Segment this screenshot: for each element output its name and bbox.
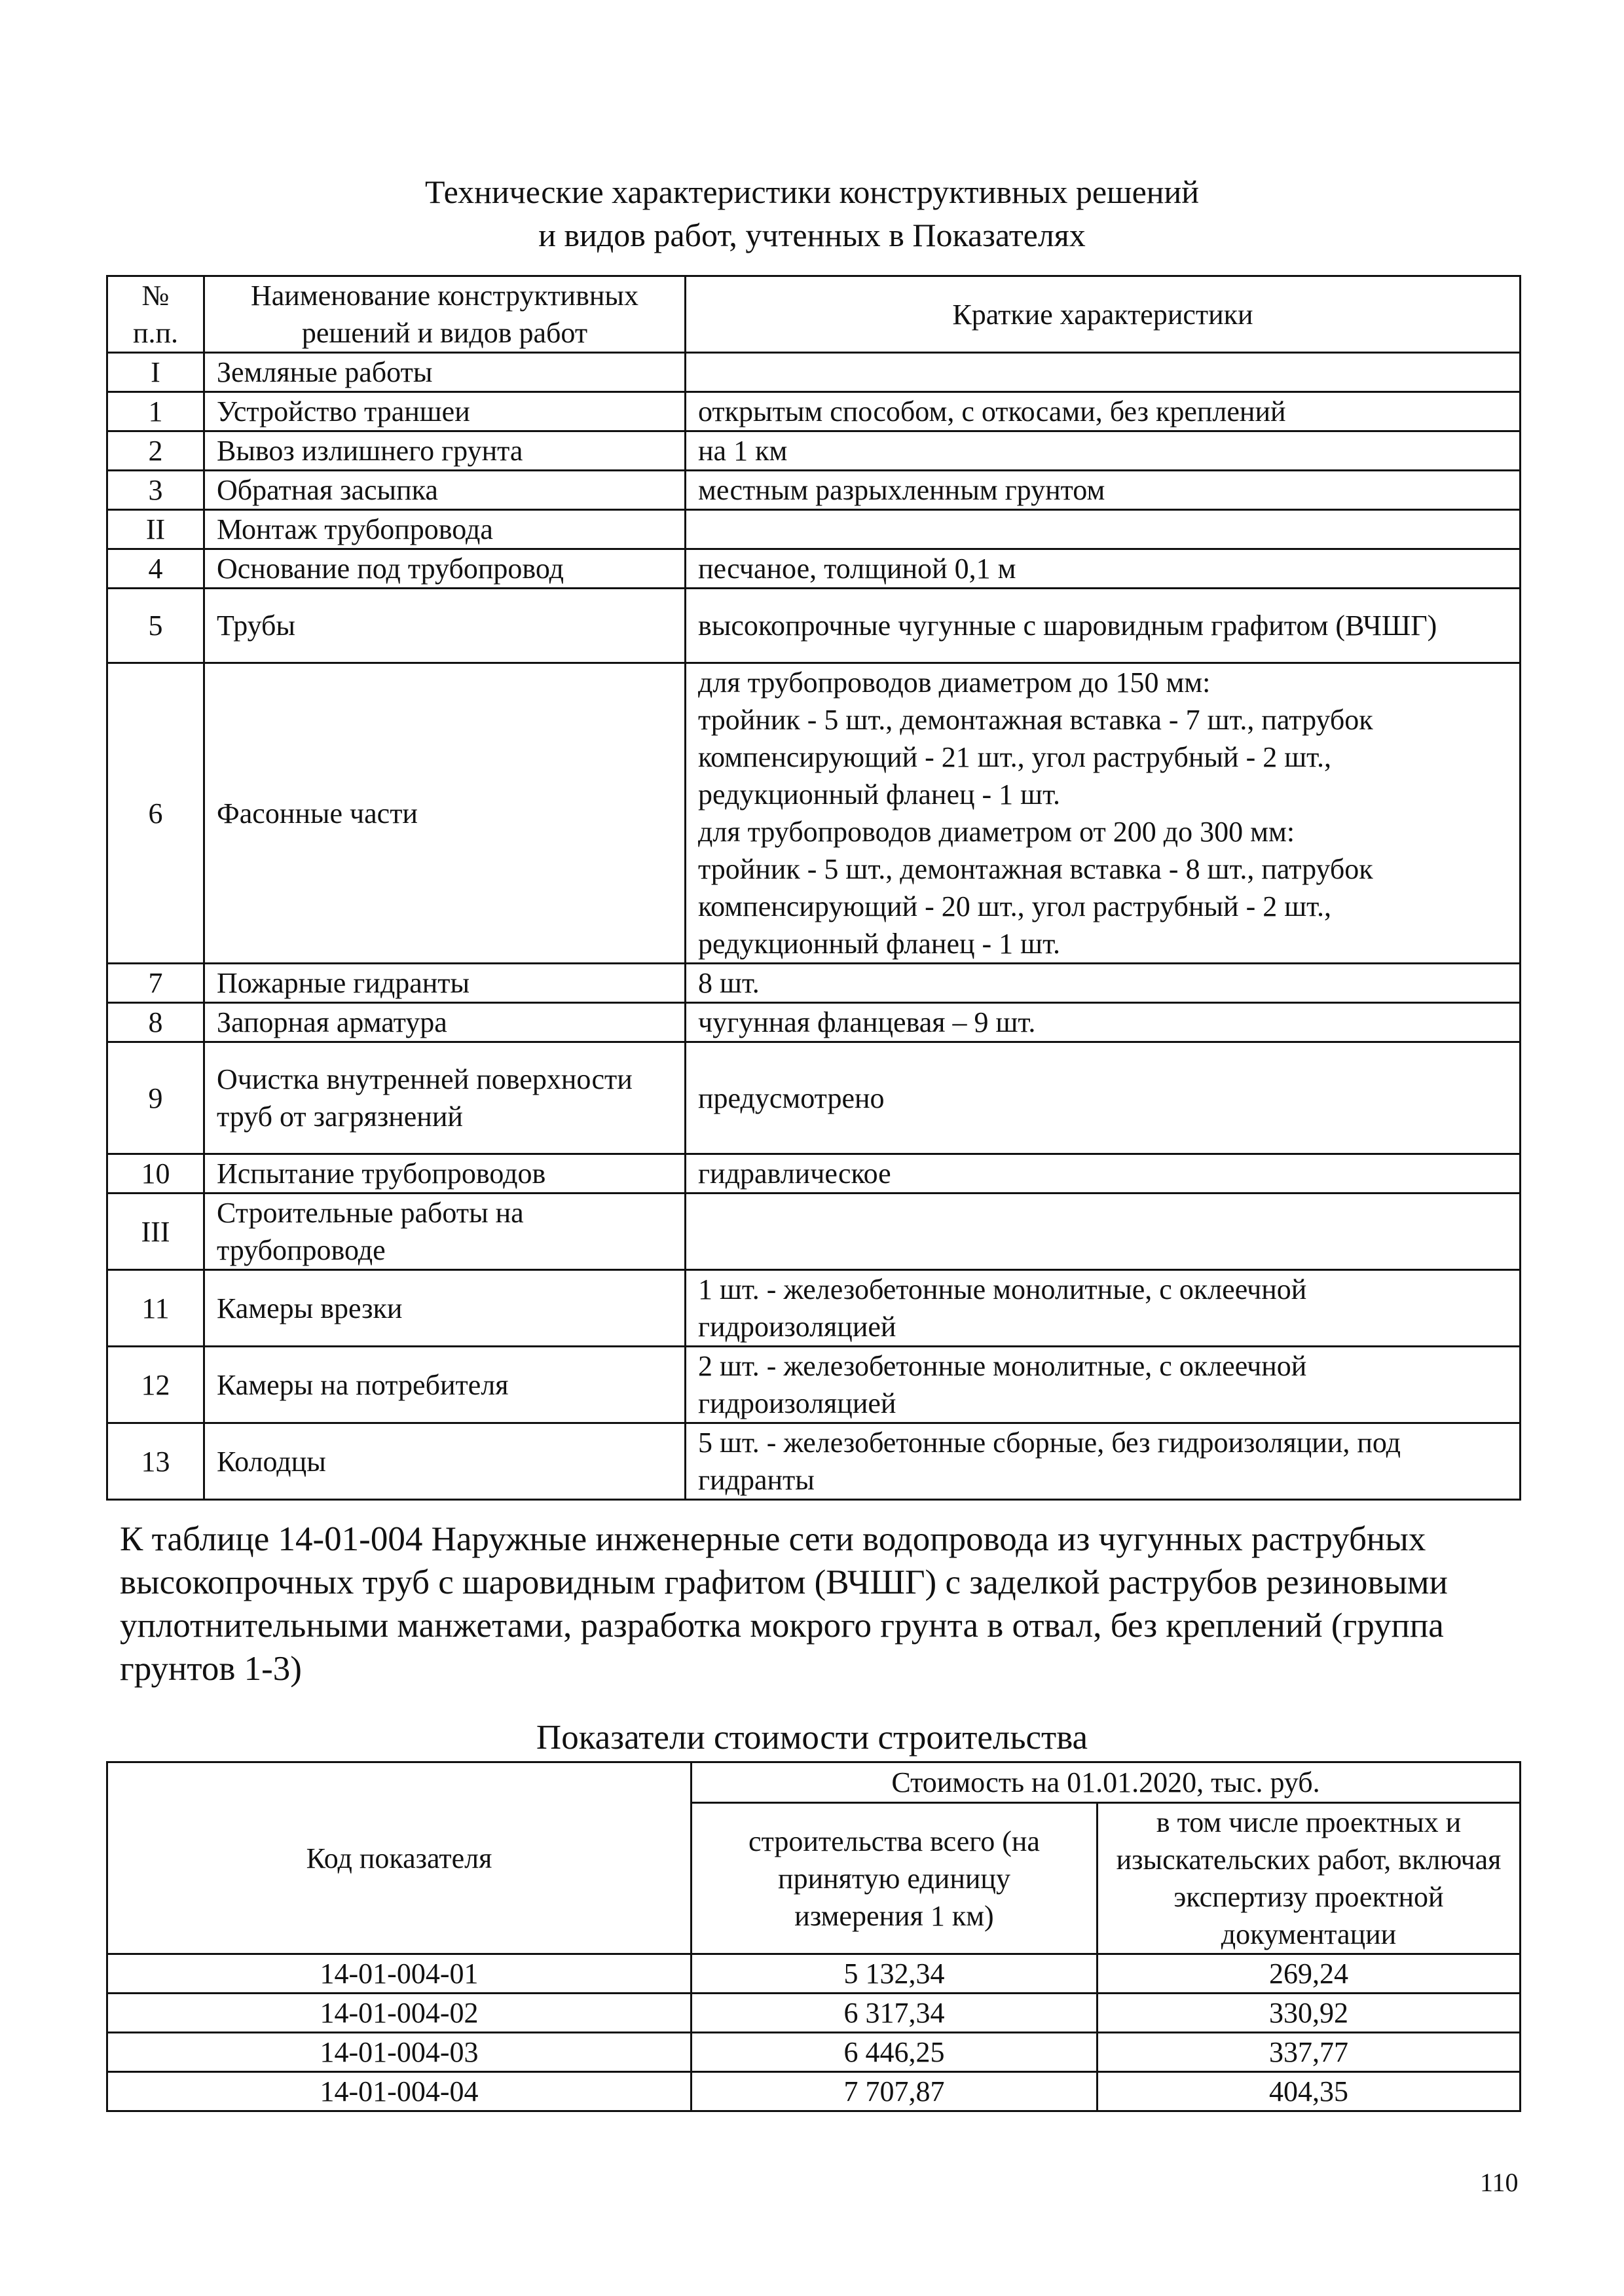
row-description: 1 шт. - железобетонные монолитные, с оклеечной гидроизоляцией (686, 1270, 1521, 1347)
row-number: 7 (107, 964, 204, 1003)
row-number: 12 (107, 1347, 204, 1423)
characteristics-header-row (107, 276, 1521, 353)
characteristics-row (107, 471, 1521, 510)
row-number: 6 (107, 663, 204, 964)
cost-row (107, 2033, 1521, 2072)
row-description (686, 353, 1521, 392)
cost-code: 14-01-004-02 (107, 1994, 692, 2033)
header-num: № п.п. (107, 276, 204, 353)
row-number: 3 (107, 471, 204, 510)
page-title-line-2: и видов работ, учтенных в Показателях (538, 217, 1086, 253)
row-description: местным разрыхленным грунтом (686, 471, 1521, 510)
characteristics-row (107, 1154, 1521, 1194)
characteristics-row (107, 663, 1521, 964)
characteristics-row (107, 589, 1521, 663)
characteristics-row (107, 431, 1521, 471)
row-description: 2 шт. - железобетонные монолитные, с оклеечной гидроизоляцией (686, 1347, 1521, 1423)
cost-total: 7 707,87 (692, 2072, 1098, 2111)
row-number: 11 (107, 1270, 204, 1347)
row-description: 8 шт. (686, 964, 1521, 1003)
row-name: Вывоз излишнего грунта (204, 431, 686, 471)
page-number: 110 (1480, 2168, 1519, 2197)
row-number: III (107, 1194, 204, 1270)
row-name: Устройство траншеи (204, 392, 686, 431)
row-number: 10 (107, 1154, 204, 1194)
row-name: Строительные работы на трубопроводе (204, 1194, 686, 1270)
row-description: для трубопроводов диаметром до 150 мм: тройник - 5 шт., демонтажная вставка - 7 шт., патрубок компенсирующий - 21 шт., угол раструбный - 2 шт., редукционный фланец - 1 шт. для трубопроводов диаметром от 200 до 300 мм: тройник - 5 шт., демонтажная вставка - 8 шт., патрубок компенсирующий - 20 шт., угол раструбный - 2 шт., редукционный фланец - 1 шт. (686, 663, 1521, 964)
characteristics-row (107, 1270, 1521, 1347)
row-description: на 1 км (686, 431, 1521, 471)
characteristics-row (107, 1003, 1521, 1042)
cost-code: 14-01-004-03 (107, 2033, 692, 2072)
row-description: предусмотрено (686, 1042, 1521, 1154)
characteristics-row (107, 1194, 1521, 1270)
row-name: Монтаж трубопровода (204, 510, 686, 549)
row-description: высокопрочные чугунные с шаровидным графитом (ВЧШГ) (686, 589, 1521, 663)
row-number: 4 (107, 549, 204, 589)
row-name: Запорная арматура (204, 1003, 686, 1042)
row-number: I (107, 353, 204, 392)
row-description: гидравлическое (686, 1154, 1521, 1194)
row-number: 9 (107, 1042, 204, 1154)
page-title-line-1: Технические характеристики конструктивных решений (424, 173, 1200, 210)
row-description (686, 1194, 1521, 1270)
header-cost-group: Стоимость на 01.01.2020, тыс. руб. (692, 1762, 1521, 1803)
characteristics-table (106, 275, 1521, 1501)
cost-table-title: Показатели стоимости строительства (536, 1719, 1088, 1757)
cost-code: 14-01-004-04 (107, 2072, 692, 2111)
header-name: Наименование конструктивных решений и видов работ (204, 276, 686, 353)
cost-row (107, 2072, 1521, 2111)
row-number: 13 (107, 1423, 204, 1500)
characteristics-row (107, 1423, 1521, 1500)
row-name: Трубы (204, 589, 686, 663)
header-code: Код показателя (107, 1762, 692, 1954)
row-name: Фасонные части (204, 663, 686, 964)
row-number: 2 (107, 431, 204, 471)
cost-design: 269,24 (1098, 1954, 1521, 1994)
row-name: Камеры врезки (204, 1270, 686, 1347)
row-description: 5 шт. - железобетонные сборные, без гидроизоляции, под гидранты (686, 1423, 1521, 1500)
row-description: открытым способом, с откосами, без креплений (686, 392, 1521, 431)
row-name: Обратная засыпка (204, 471, 686, 510)
header-design: в том числе проектных и изыскательских работ, включая экспертизу проектной документации (1098, 1803, 1521, 1954)
characteristics-row (107, 549, 1521, 589)
cost-indicators-table (106, 1761, 1521, 2112)
characteristics-row (107, 353, 1521, 392)
cost-header-row-1 (107, 1762, 1521, 1803)
characteristics-row (107, 392, 1521, 431)
row-name: Камеры на потребителя (204, 1347, 686, 1423)
row-description: песчаное, толщиной 0,1 м (686, 549, 1521, 589)
characteristics-row (107, 1347, 1521, 1423)
row-number: 8 (107, 1003, 204, 1042)
row-number: II (107, 510, 204, 549)
row-name: Колодцы (204, 1423, 686, 1500)
cost-design: 337,77 (1098, 2033, 1521, 2072)
characteristics-row (107, 1042, 1521, 1154)
row-name: Земляные работы (204, 353, 686, 392)
cost-row (107, 1994, 1521, 2033)
row-number: 1 (107, 392, 204, 431)
characteristics-row (107, 964, 1521, 1003)
table-caption-paragraph: К таблице 14-01-004 Наружные инженерные сети водопровода из чугунных раструбных высокопрочных труб с шаровидным графитом (ВЧШГ) с заделкой раструбов резиновыми уплотнительными манжетами, разработка мокрого грунта в отвал, без креплений (группа грунтов 1-3) (120, 1520, 1448, 1688)
cost-design: 330,92 (1098, 1994, 1521, 2033)
cost-total: 6 446,25 (692, 2033, 1098, 2072)
row-name: Испытание трубопроводов (204, 1154, 686, 1194)
header-total: строительства всего (на принятую единицу измерения 1 км) (692, 1803, 1098, 1954)
cost-total: 5 132,34 (692, 1954, 1098, 1994)
row-number: 5 (107, 589, 204, 663)
header-desc: Краткие характеристики (686, 276, 1521, 353)
cost-design: 404,35 (1098, 2072, 1521, 2111)
row-name: Пожарные гидранты (204, 964, 686, 1003)
row-name: Основание под трубопровод (204, 549, 686, 589)
cost-total: 6 317,34 (692, 1994, 1098, 2033)
cost-code: 14-01-004-01 (107, 1954, 692, 1994)
cost-row (107, 1954, 1521, 1994)
row-name: Очистка внутренней поверхности труб от загрязнений (204, 1042, 686, 1154)
row-description (686, 510, 1521, 549)
characteristics-row (107, 510, 1521, 549)
row-description: чугунная фланцевая – 9 шт. (686, 1003, 1521, 1042)
